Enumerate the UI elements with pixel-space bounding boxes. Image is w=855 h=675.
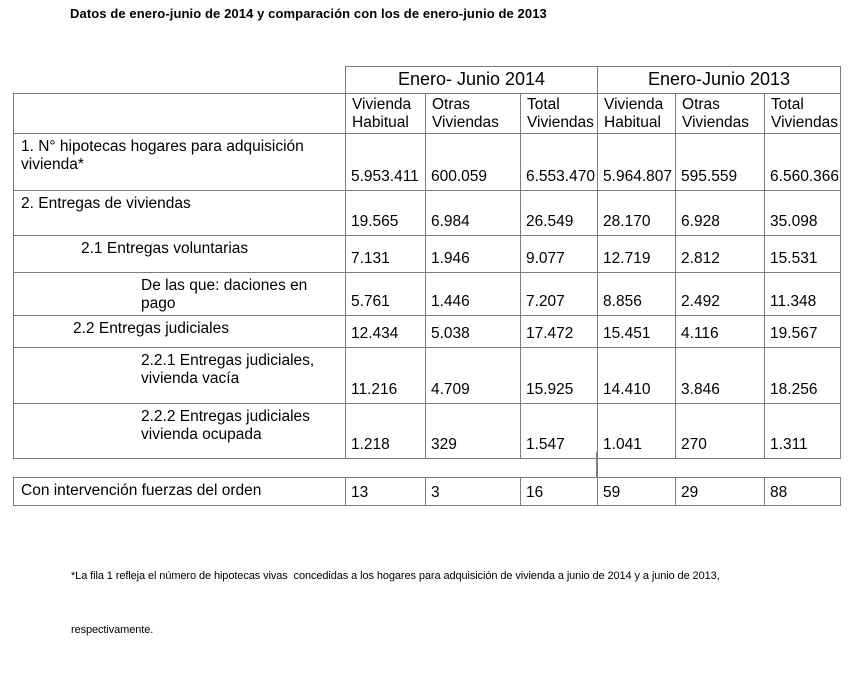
value-cell: 3.846	[676, 347, 765, 403]
value-cell: 11.216	[346, 347, 426, 403]
value-cell: 5.964.807	[598, 133, 676, 190]
value-cell: 16	[521, 478, 598, 506]
row-label: 1. N° hipotecas hogares para adquisición vivienda*	[14, 133, 346, 190]
value-cell: 2.812	[676, 235, 765, 272]
value-cell: 4.709	[426, 347, 521, 403]
value-cell: 17.472	[521, 315, 598, 347]
value-cell: 5.038	[426, 315, 521, 347]
value-cell: 1.547	[521, 403, 598, 458]
table-row	[14, 235, 841, 272]
value-cell: 26.549	[521, 190, 598, 235]
table-row	[14, 403, 841, 458]
column-header: Total Viviendas	[521, 94, 598, 134]
column-header-row	[14, 94, 841, 134]
value-cell: 13	[346, 478, 426, 506]
row-label-text: De las que: daciones en pago	[141, 276, 308, 312]
column-header: Vivienda Habitual	[346, 94, 426, 134]
value-cell: 270	[676, 403, 765, 458]
main-table	[13, 66, 841, 459]
column-divider-line	[596, 452, 598, 478]
page-title: Datos de enero-junio de 2014 y comparación con los de enero-junio de 2013	[70, 6, 547, 21]
value-cell: 59	[598, 478, 676, 506]
value-cell: 6.553.470	[521, 133, 598, 190]
footnote-line: respectivamente.	[71, 624, 154, 636]
row-label	[14, 272, 346, 315]
value-cell: 12.434	[346, 315, 426, 347]
value-cell: 18.256	[765, 347, 841, 403]
table-row	[14, 347, 841, 403]
label-column-header	[14, 94, 346, 134]
table-row	[14, 478, 841, 506]
row-label: 2.1 Entregas voluntarias	[14, 235, 346, 272]
group-header-2014: Enero- Junio 2014	[346, 67, 598, 94]
value-cell: 6.560.366	[765, 133, 841, 190]
row-label: 2. Entregas de viviendas	[14, 190, 346, 235]
value-cell: 29	[676, 478, 765, 506]
value-cell: 329	[426, 403, 521, 458]
value-cell: 6.928	[676, 190, 765, 235]
value-cell: 1.446	[426, 272, 521, 315]
value-cell: 15.451	[598, 315, 676, 347]
value-cell: 6.984	[426, 190, 521, 235]
group-header-row	[14, 67, 841, 94]
row-label: 2.2.2 Entregas judiciales vivienda ocupada	[14, 403, 346, 458]
value-cell: 4.116	[676, 315, 765, 347]
value-cell: 8.856	[598, 272, 676, 315]
value-cell: 5.953.411	[346, 133, 426, 190]
row-label: 2.2.1 Entregas judiciales, vivienda vacía	[14, 347, 346, 403]
group-header-2013: Enero-Junio 2013	[598, 67, 841, 94]
value-cell: 595.559	[676, 133, 765, 190]
value-cell: 12.719	[598, 235, 676, 272]
value-cell: 28.170	[598, 190, 676, 235]
value-cell: 19.567	[765, 315, 841, 347]
value-cell: 1.218	[346, 403, 426, 458]
value-cell: 3	[426, 478, 521, 506]
row-label: 2.2 Entregas judiciales	[14, 315, 346, 347]
value-cell: 88	[765, 478, 841, 506]
table-row	[14, 315, 841, 347]
column-header: Vivienda Habitual	[598, 94, 676, 134]
value-cell: 9.077	[521, 235, 598, 272]
footnote-line: *La fila 1 refleja el número de hipotecas vivas concedidas a los hogares para adquisición de vivienda a junio de 2014 y a junio de 2013,	[71, 570, 720, 582]
intervention-table	[13, 477, 841, 506]
column-header: Otras Viviendas	[676, 94, 765, 134]
value-cell: 600.059	[426, 133, 521, 190]
value-cell: 15.925	[521, 347, 598, 403]
footnote	[71, 531, 841, 675]
empty-corner-cell	[14, 67, 346, 94]
value-cell: 5.761	[346, 272, 426, 315]
value-cell: 2.492	[676, 272, 765, 315]
table-row	[14, 133, 841, 190]
value-cell: 14.410	[598, 347, 676, 403]
value-cell: 19.565	[346, 190, 426, 235]
value-cell: 35.098	[765, 190, 841, 235]
value-cell: 11.348	[765, 272, 841, 315]
value-cell: 15.531	[765, 235, 841, 272]
intervention-row-label: Con intervención fuerzas del orden	[14, 478, 346, 506]
value-cell: 7.131	[346, 235, 426, 272]
value-cell: 1.311	[765, 403, 841, 458]
value-cell: 1.041	[598, 403, 676, 458]
value-cell: 7.207	[521, 272, 598, 315]
table-row	[14, 272, 841, 315]
column-header: Otras Viviendas	[426, 94, 521, 134]
value-cell: 1.946	[426, 235, 521, 272]
table-row	[14, 190, 841, 235]
column-header: Total Viviendas	[765, 94, 841, 134]
